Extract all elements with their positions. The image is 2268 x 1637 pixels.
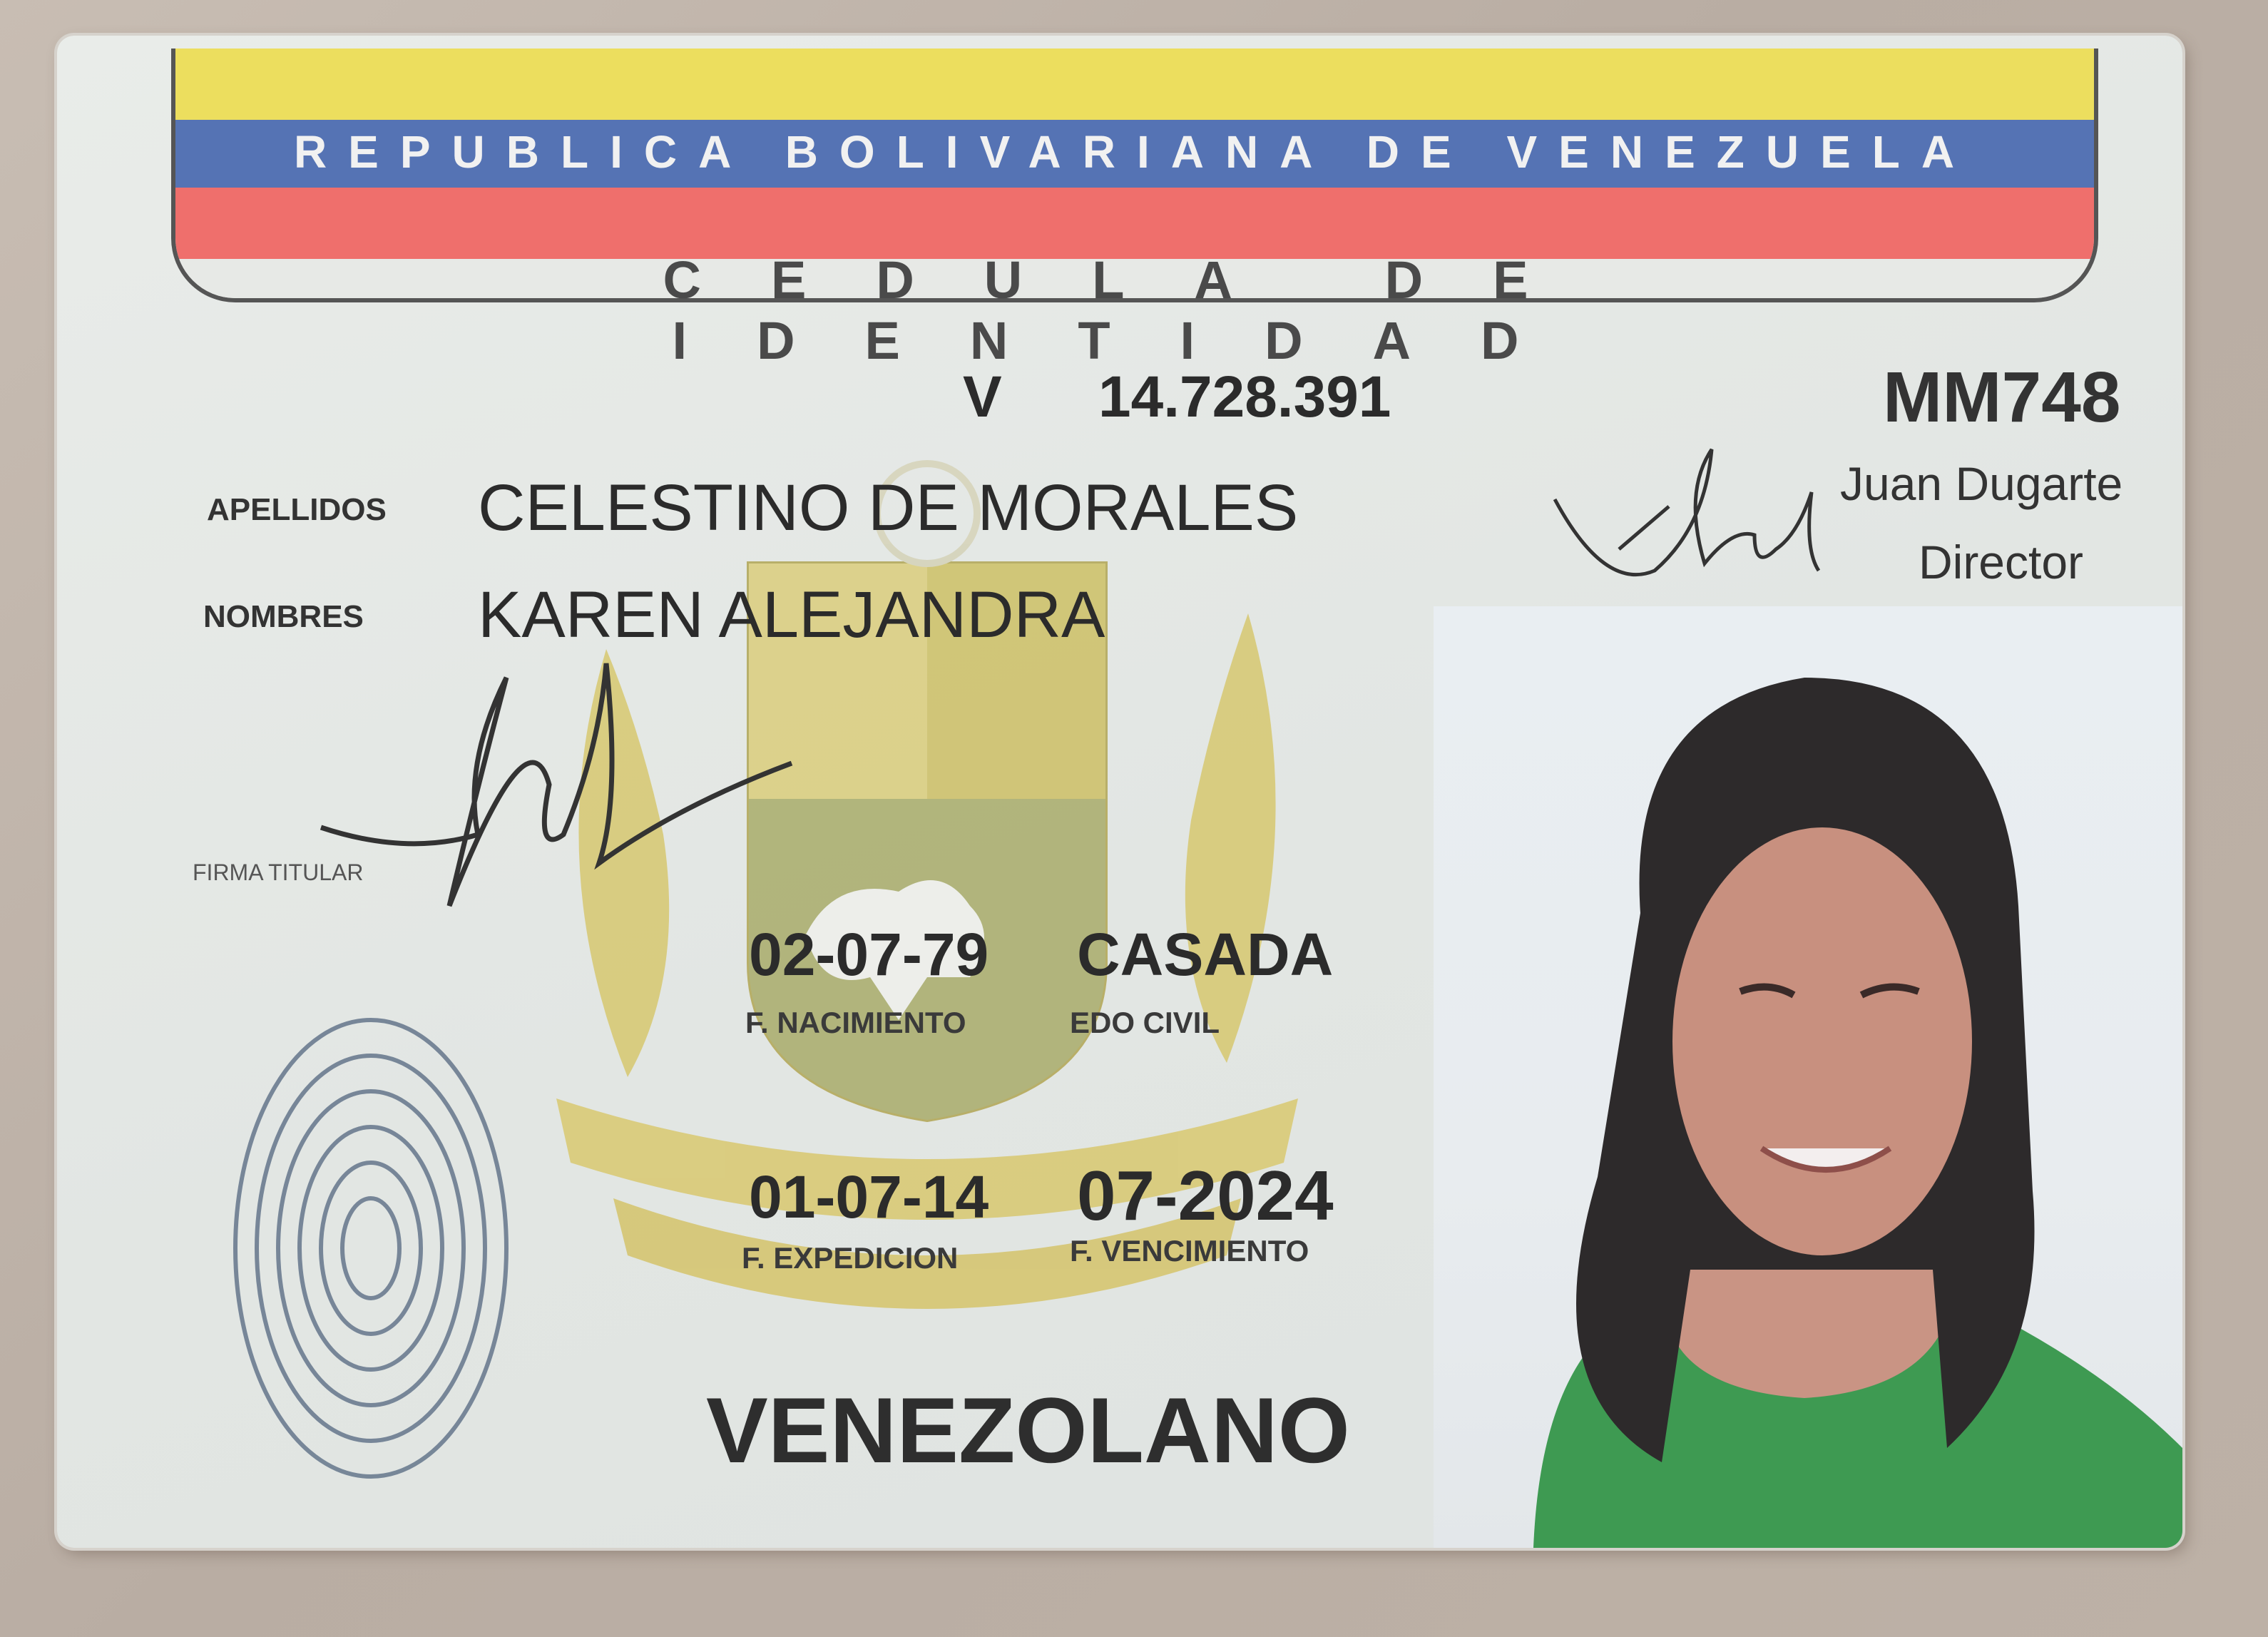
holder-photo bbox=[1434, 606, 2182, 1548]
document-title: CEDULA DE IDENTIDAD bbox=[663, 250, 1598, 370]
country-name: REPUBLICA BOLIVARIANA DE VENEZUELA bbox=[293, 126, 1976, 178]
birth-date-label: F. NACIMIENTO bbox=[745, 1006, 966, 1039]
apellidos-label: APELLIDOS bbox=[207, 492, 387, 527]
birth-date: 02-07-79 bbox=[749, 921, 989, 988]
apellidos-value: CELESTINO DE MORALES bbox=[478, 471, 1299, 544]
flag-stripe-yellow bbox=[175, 49, 2094, 120]
id-card bbox=[57, 36, 2182, 1548]
nationality: VENEZOLANO bbox=[706, 1378, 1350, 1482]
expiry-date-label: F. VENCIMIENTO bbox=[1070, 1234, 1309, 1268]
director-name: Juan Dugarte bbox=[1840, 457, 2123, 510]
face bbox=[1672, 827, 1972, 1255]
director-signature bbox=[1541, 407, 1869, 635]
id-number: 14.728.391 bbox=[1098, 364, 1391, 429]
issue-date-label: F. EXPEDICION bbox=[742, 1241, 959, 1275]
portrait bbox=[1434, 606, 2182, 1548]
expiry-date: 07-2024 bbox=[1077, 1156, 1334, 1235]
nombres-label: NOMBRES bbox=[203, 599, 364, 634]
palm-branch-right bbox=[1185, 613, 1276, 1063]
civil-status-label: EDO CIVIL bbox=[1070, 1006, 1220, 1039]
civil-status: CASADA bbox=[1077, 921, 1334, 988]
issue-date: 01-07-14 bbox=[749, 1163, 989, 1230]
nationality-letter: V bbox=[963, 364, 1002, 429]
serial-number: MM748 bbox=[1883, 357, 2121, 437]
director-title: Director bbox=[1919, 536, 2084, 588]
firma-label: FIRMA TITULAR bbox=[193, 860, 364, 885]
flag-stripe-red bbox=[175, 188, 2094, 259]
nombres-value: KAREN ALEJANDRA bbox=[478, 578, 1105, 651]
fingerprint bbox=[221, 999, 521, 1498]
